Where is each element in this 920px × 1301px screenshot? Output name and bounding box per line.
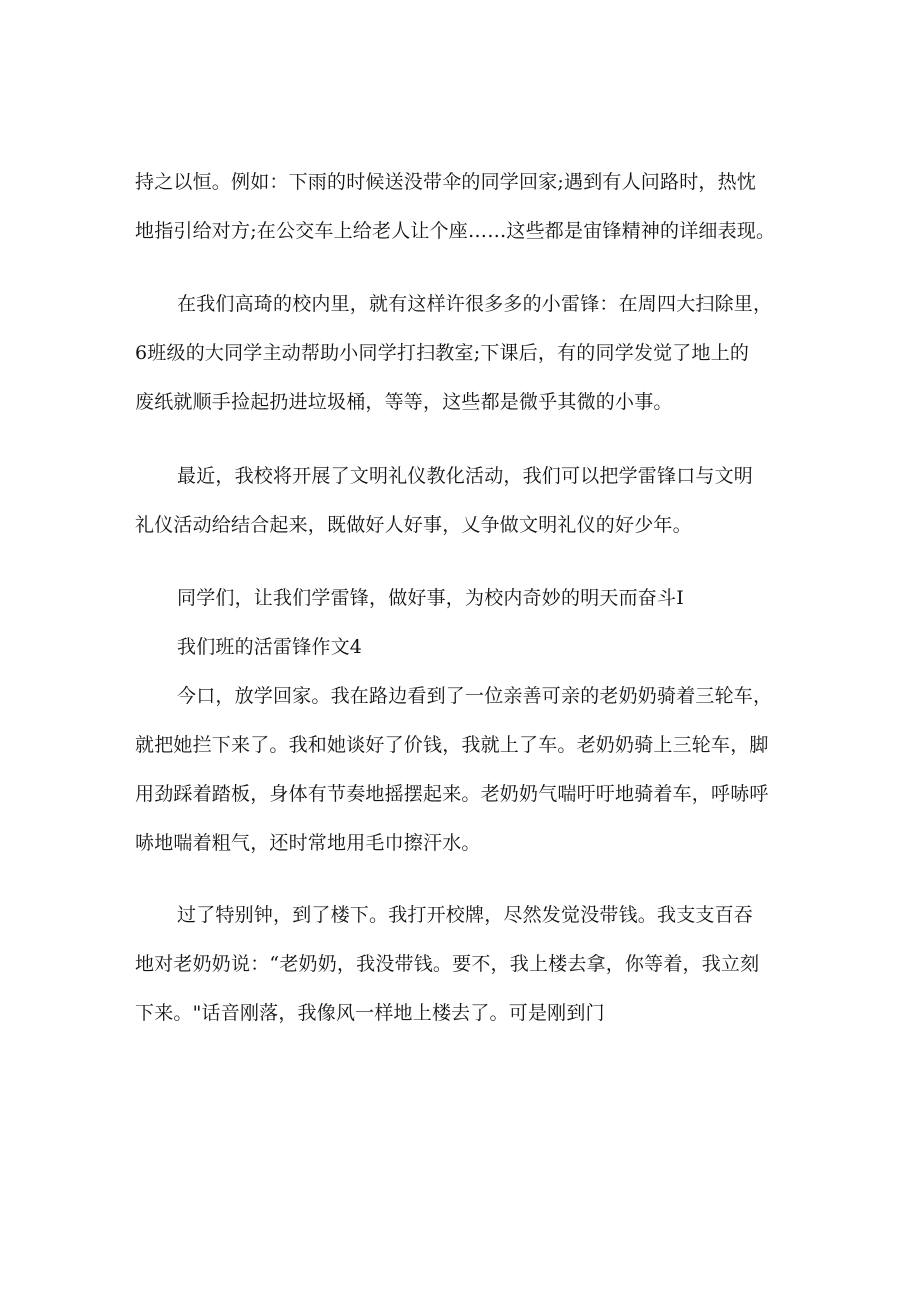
text-line-8: 同学们，让我们学雷锋，做好事，为校内奇妙的明天而奋斗I (177, 587, 684, 609)
text-line-7: 礼仪活动给结合起来，既做好人好事，乂争做文明礼仪的好少年。 (135, 514, 692, 536)
text-line-3: 在我们高琦的校内里，就有这样许很多多的小雷锋：在周四大扫除里， (177, 293, 773, 315)
text-line-14: 过了特别钟，到了楼下。我打开校牌，尽然发觉没带钱。我支支百吞 (177, 904, 754, 926)
text-line-2: 地指引给对方;在公交车上给老人让个座……这些都是宙锋精神的详细表现。 (135, 220, 776, 242)
section-heading: 我们班的活雷锋作文4 (177, 636, 363, 658)
text-line-6: 最近，我校将开展了文明礼仪教化活动，我们可以把学雷锋口与文明 (177, 465, 754, 487)
text-line-10: 今口，放学回家。我在路边看到了一位亲善可亲的老奶奶骑着三轮车， (177, 685, 773, 707)
text-line-15: 地对老奶奶说：“老奶奶，我没带钱。要不，我上楼去拿，你等着，我立刻 (135, 953, 760, 975)
text-line-12: 用劲踩着踏板，身体有节奏地摇摆起来。老奶奶气喘吁吁地骑着车，呼哧呼 (135, 783, 769, 805)
text-line-5: 废纸就顺手捡起扔进垃圾桶，等等，这些都是微乎其微的小事。 (135, 391, 673, 413)
text-line-16: 下来。"话音刚落，我像风一样地上楼去了。可是刚到门 (135, 1002, 605, 1024)
text-line-13: 哧地喘着粗气，还时常地用毛巾擦汗水。 (135, 832, 481, 854)
text-line-4: 6班级的大同学主动帮助小同学打扫教室;下课后，有的同学发觉了地上的 (135, 342, 750, 364)
text-line-11: 就把她拦下来了。我和她谈好了价钱，我就上了车。老奶奶骑上三轮车，脚 (135, 734, 769, 756)
text-line-1: 持之以恒。例如：下雨的时候送没带伞的同学回家;遇到有人问路时，热忱 (135, 171, 757, 193)
